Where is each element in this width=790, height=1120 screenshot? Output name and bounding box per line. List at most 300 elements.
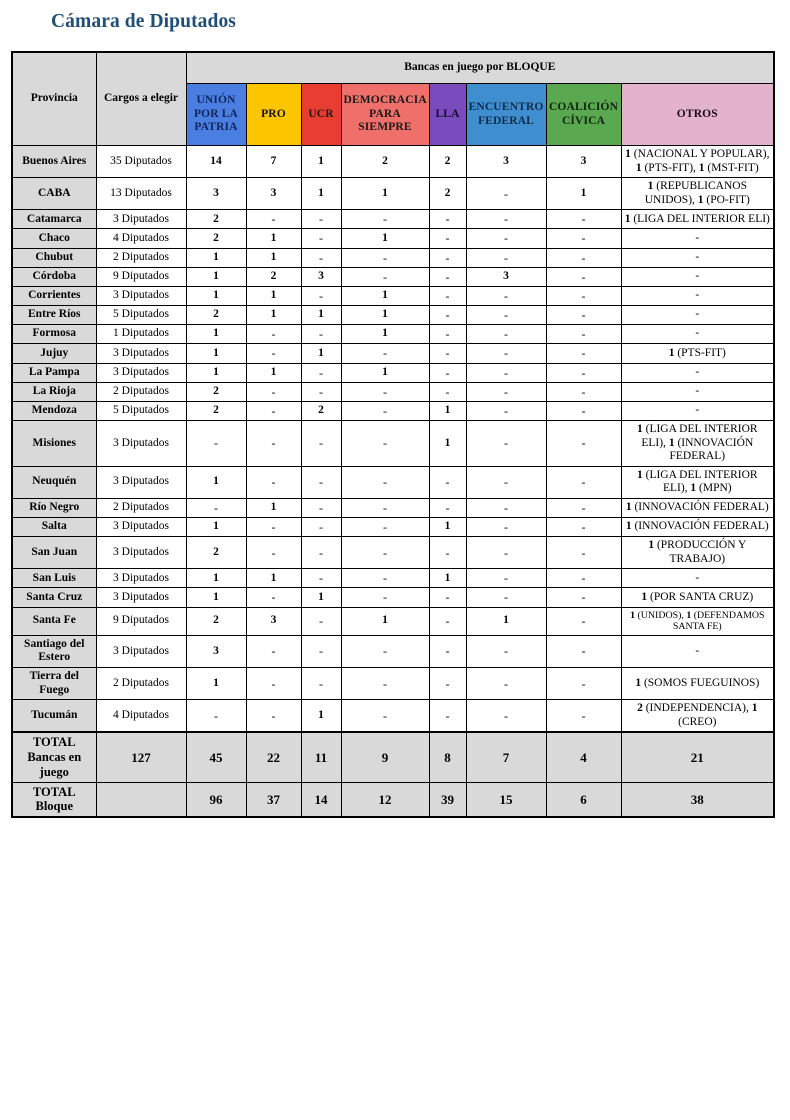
cell-dps: -: [341, 466, 429, 498]
cell-pro: -: [246, 466, 301, 498]
cell-ucr: -: [301, 420, 341, 466]
cell-ucr: 1: [301, 178, 341, 210]
cell-otros: -: [621, 229, 774, 248]
cell-ef: -: [466, 498, 546, 517]
cell-provincia: Chubut: [12, 248, 96, 267]
cell-ucr: 1: [301, 146, 341, 178]
cell-provincia: Misiones: [12, 420, 96, 466]
cell-dps: 1: [341, 306, 429, 325]
cell-total-lla: 39: [429, 782, 466, 817]
cell-cargos: 3 Diputados: [96, 344, 186, 363]
cell-cc: -: [546, 344, 621, 363]
cell-ucr: -: [301, 382, 341, 401]
table-body: [12, 146, 774, 818]
cell-upp: -: [186, 700, 246, 733]
cell-lla: -: [429, 210, 466, 229]
column-header-ucr: UCR: [301, 84, 341, 146]
cell-cargos: 4 Diputados: [96, 229, 186, 248]
cell-ef: -: [466, 248, 546, 267]
cell-ef: -: [466, 382, 546, 401]
cell-cc: -: [546, 325, 621, 344]
cell-cc: -: [546, 569, 621, 588]
cell-ef: -: [466, 286, 546, 305]
cell-cargos: 3 Diputados: [96, 286, 186, 305]
cell-dps: 1: [341, 286, 429, 305]
cell-lla: 1: [429, 569, 466, 588]
cell-provincia: San Luis: [12, 569, 96, 588]
cell-dps: -: [341, 401, 429, 420]
cell-ucr: 1: [301, 588, 341, 607]
cell-cc: -: [546, 466, 621, 498]
cell-cc: -: [546, 607, 621, 635]
cell-ucr: -: [301, 668, 341, 700]
cell-provincia: CABA: [12, 178, 96, 210]
table-row: [12, 382, 774, 401]
cell-pro: 1: [246, 569, 301, 588]
cell-dps: 1: [341, 229, 429, 248]
column-header-otros: OTROS: [621, 84, 774, 146]
cell-cargos: 3 Diputados: [96, 588, 186, 607]
cell-provincia: Tucumán: [12, 700, 96, 733]
cell-cargos: 3 Diputados: [96, 210, 186, 229]
cell-provincia: Entre Ríos: [12, 306, 96, 325]
cell-ucr: 1: [301, 344, 341, 363]
cell-ef: -: [466, 588, 546, 607]
cell-dps: 1: [341, 607, 429, 635]
cell-lla: -: [429, 248, 466, 267]
cell-total-cc: 4: [546, 732, 621, 782]
cell-ucr: -: [301, 286, 341, 305]
cell-upp: 2: [186, 210, 246, 229]
cell-otros: -: [621, 267, 774, 286]
cell-pro: -: [246, 344, 301, 363]
cell-provincia: Catamarca: [12, 210, 96, 229]
cell-provincia: La Rioja: [12, 382, 96, 401]
cell-pro: -: [246, 210, 301, 229]
cell-upp: 1: [186, 267, 246, 286]
cell-ef: -: [466, 306, 546, 325]
cell-pro: 1: [246, 286, 301, 305]
cell-total-dps: 9: [341, 732, 429, 782]
cell-total-ef: 15: [466, 782, 546, 817]
cell-ef: -: [466, 700, 546, 733]
cell-total-dps: 12: [341, 782, 429, 817]
cell-dps: -: [341, 517, 429, 536]
cell-cargos: 3 Diputados: [96, 569, 186, 588]
cell-ef: -: [466, 325, 546, 344]
cell-lla: -: [429, 267, 466, 286]
column-header-coalicion-civica: COALICIÓN CÍVICA: [546, 84, 621, 146]
table-row: [12, 588, 774, 607]
column-header-group-bancas: Bancas en juego por BLOQUE: [186, 52, 774, 84]
cell-cc: -: [546, 248, 621, 267]
cell-cc: -: [546, 306, 621, 325]
cell-cargos: 2 Diputados: [96, 248, 186, 267]
cell-lla: 2: [429, 178, 466, 210]
cell-otros: -: [621, 382, 774, 401]
cell-dps: 2: [341, 146, 429, 178]
cell-provincia: Tierra del Fuego: [12, 668, 96, 700]
table-row: [12, 363, 774, 382]
cell-provincia: Formosa: [12, 325, 96, 344]
cell-upp: 1: [186, 286, 246, 305]
cell-pro: 2: [246, 267, 301, 286]
cell-cc: 1: [546, 178, 621, 210]
cell-ef: -: [466, 178, 546, 210]
cell-pro: 1: [246, 306, 301, 325]
column-header-cargos: Cargos a elegir: [96, 52, 186, 146]
table-row: [12, 668, 774, 700]
cell-upp: 2: [186, 382, 246, 401]
cell-cc: -: [546, 700, 621, 733]
cell-pro: 1: [246, 363, 301, 382]
cell-upp: 2: [186, 401, 246, 420]
cell-total-upp: 45: [186, 732, 246, 782]
cell-dps: 1: [341, 325, 429, 344]
cell-dps: -: [341, 382, 429, 401]
cell-upp: 1: [186, 517, 246, 536]
cell-lla: -: [429, 229, 466, 248]
cell-provincia: Corrientes: [12, 286, 96, 305]
cell-otros: -: [621, 569, 774, 588]
cell-cc: -: [546, 420, 621, 466]
cell-cargos: 9 Diputados: [96, 607, 186, 635]
seats-table-container: [11, 51, 773, 818]
cell-pro: -: [246, 635, 301, 667]
cell-cc: -: [546, 382, 621, 401]
cell-upp: -: [186, 498, 246, 517]
column-header-provincia: Provincia: [12, 52, 96, 146]
cell-pro: -: [246, 401, 301, 420]
cell-ucr: -: [301, 248, 341, 267]
cell-otros: -: [621, 286, 774, 305]
cell-ef: -: [466, 569, 546, 588]
cell-otros: -: [621, 325, 774, 344]
cell-total-cargos: 127: [96, 732, 186, 782]
cell-dps: -: [341, 267, 429, 286]
cell-pro: -: [246, 668, 301, 700]
cell-upp: 14: [186, 146, 246, 178]
cell-dps: -: [341, 420, 429, 466]
cell-lla: -: [429, 700, 466, 733]
cell-dps: -: [341, 668, 429, 700]
cell-lla: -: [429, 498, 466, 517]
cell-upp: 1: [186, 344, 246, 363]
cell-upp: 3: [186, 635, 246, 667]
cell-total-label: TOTAL Bloque: [12, 782, 96, 817]
cell-ucr: -: [301, 569, 341, 588]
cell-ucr: -: [301, 607, 341, 635]
cell-otros: 1 (SOMOS FUEGUINOS): [621, 668, 774, 700]
cell-otros: -: [621, 306, 774, 325]
cell-provincia: Río Negro: [12, 498, 96, 517]
cell-upp: 1: [186, 325, 246, 344]
cell-cargos: 13 Diputados: [96, 178, 186, 210]
cell-lla: -: [429, 607, 466, 635]
cell-dps: -: [341, 498, 429, 517]
cell-total-cc: 6: [546, 782, 621, 817]
seats-by-bloc-table: [11, 51, 775, 818]
cell-pro: 3: [246, 607, 301, 635]
cell-otros: 1 (PRODUCCIÓN Y TRABAJO): [621, 537, 774, 569]
cell-cc: -: [546, 498, 621, 517]
table-row: [12, 401, 774, 420]
cell-dps: -: [341, 210, 429, 229]
cell-ef: 1: [466, 607, 546, 635]
cell-dps: -: [341, 248, 429, 267]
cell-provincia: Neuquén: [12, 466, 96, 498]
cell-pro: -: [246, 382, 301, 401]
cell-cargos: 3 Diputados: [96, 635, 186, 667]
cell-otros: -: [621, 363, 774, 382]
cell-total-ef: 7: [466, 732, 546, 782]
cell-upp: -: [186, 420, 246, 466]
cell-upp: 1: [186, 588, 246, 607]
cell-lla: 1: [429, 517, 466, 536]
cell-total-ucr: 14: [301, 782, 341, 817]
cell-cc: -: [546, 229, 621, 248]
table-row: [12, 248, 774, 267]
cell-ef: -: [466, 401, 546, 420]
page-title: Cámara de Diputados: [51, 11, 236, 32]
cell-provincia: Santa Cruz: [12, 588, 96, 607]
cell-upp: 1: [186, 363, 246, 382]
cell-lla: 1: [429, 401, 466, 420]
header-row-group: [12, 52, 774, 84]
table-row: [12, 420, 774, 466]
cell-otros: 1 (UNIDOS), 1 (DEFENDAMOS SANTA FE): [621, 607, 774, 635]
table-row: [12, 537, 774, 569]
cell-ucr: 1: [301, 700, 341, 733]
cell-dps: -: [341, 537, 429, 569]
cell-total-lla: 8: [429, 732, 466, 782]
cell-dps: -: [341, 569, 429, 588]
cell-cargos: 2 Diputados: [96, 668, 186, 700]
table-row: [12, 635, 774, 667]
cell-ef: -: [466, 466, 546, 498]
cell-cargos: 9 Diputados: [96, 267, 186, 286]
cell-provincia: La Pampa: [12, 363, 96, 382]
cell-ef: 3: [466, 146, 546, 178]
table-row: [12, 700, 774, 733]
cell-lla: -: [429, 325, 466, 344]
cell-lla: -: [429, 635, 466, 667]
cell-cargos: 3 Diputados: [96, 537, 186, 569]
table-row: [12, 286, 774, 305]
cell-ucr: -: [301, 635, 341, 667]
cell-dps: -: [341, 344, 429, 363]
cell-cc: -: [546, 537, 621, 569]
cell-ef: -: [466, 537, 546, 569]
table-row: [12, 344, 774, 363]
table-row: [12, 569, 774, 588]
cell-otros: -: [621, 635, 774, 667]
table-row: [12, 325, 774, 344]
cell-lla: -: [429, 537, 466, 569]
cell-cargos: 3 Diputados: [96, 517, 186, 536]
cell-otros: 1 (LIGA DEL INTERIOR ELI), 1 (MPN): [621, 466, 774, 498]
total-row: [12, 732, 774, 782]
cell-cargos: 2 Diputados: [96, 498, 186, 517]
table-row: [12, 178, 774, 210]
cell-provincia: Buenos Aires: [12, 146, 96, 178]
cell-pro: -: [246, 325, 301, 344]
cell-ucr: -: [301, 498, 341, 517]
cell-ef: -: [466, 420, 546, 466]
cell-upp: 1: [186, 569, 246, 588]
column-header-pro: PRO: [246, 84, 301, 146]
cell-upp: 2: [186, 537, 246, 569]
cell-ef: -: [466, 229, 546, 248]
table-row: [12, 607, 774, 635]
cell-lla: -: [429, 363, 466, 382]
cell-upp: 1: [186, 466, 246, 498]
cell-otros: -: [621, 248, 774, 267]
cell-ef: -: [466, 363, 546, 382]
cell-provincia: Santiago del Estero: [12, 635, 96, 667]
cell-ucr: -: [301, 363, 341, 382]
cell-otros: 1 (POR SANTA CRUZ): [621, 588, 774, 607]
cell-cargos: 2 Diputados: [96, 382, 186, 401]
cell-provincia: Mendoza: [12, 401, 96, 420]
cell-pro: 1: [246, 498, 301, 517]
cell-pro: -: [246, 700, 301, 733]
cell-pro: 1: [246, 229, 301, 248]
cell-total-pro: 22: [246, 732, 301, 782]
cell-cc: -: [546, 267, 621, 286]
cell-dps: -: [341, 588, 429, 607]
cell-lla: -: [429, 344, 466, 363]
cell-otros: 1 (NACIONAL Y POPULAR), 1 (PTS-FIT), 1 (MST-FIT): [621, 146, 774, 178]
cell-cc: -: [546, 517, 621, 536]
cell-cc: -: [546, 210, 621, 229]
cell-pro: -: [246, 588, 301, 607]
table-row: [12, 267, 774, 286]
cell-total-otros: 21: [621, 732, 774, 782]
cell-ucr: 3: [301, 267, 341, 286]
cell-pro: -: [246, 420, 301, 466]
cell-pro: -: [246, 537, 301, 569]
table-row: [12, 306, 774, 325]
cell-cargos: 3 Diputados: [96, 363, 186, 382]
cell-total-ucr: 11: [301, 732, 341, 782]
cell-upp: 1: [186, 668, 246, 700]
table-head: [12, 52, 774, 146]
cell-otros: -: [621, 401, 774, 420]
cell-dps: 1: [341, 363, 429, 382]
cell-cargos: 5 Diputados: [96, 306, 186, 325]
cell-pro: 3: [246, 178, 301, 210]
cell-lla: 2: [429, 146, 466, 178]
table-row: [12, 229, 774, 248]
column-header-democracia-para-siempre: DEMOCRACIA PARA SIEMPRE: [341, 84, 429, 146]
cell-ef: -: [466, 517, 546, 536]
cell-lla: -: [429, 286, 466, 305]
cell-ef: -: [466, 635, 546, 667]
cell-otros: 1 (INNOVACIÓN FEDERAL): [621, 517, 774, 536]
cell-cargos: 35 Diputados: [96, 146, 186, 178]
cell-otros: 1 (INNOVACIÓN FEDERAL): [621, 498, 774, 517]
cell-provincia: Santa Fe: [12, 607, 96, 635]
cell-provincia: San Juan: [12, 537, 96, 569]
cell-ucr: -: [301, 517, 341, 536]
total-row: [12, 782, 774, 817]
cell-total-cargos: [96, 782, 186, 817]
cell-lla: -: [429, 306, 466, 325]
cell-ucr: 2: [301, 401, 341, 420]
column-header-encuentro-federal: ENCUENTRO FEDERAL: [466, 84, 546, 146]
column-header-lla: LLA: [429, 84, 466, 146]
cell-pro: 7: [246, 146, 301, 178]
cell-provincia: Jujuy: [12, 344, 96, 363]
cell-cargos: 4 Diputados: [96, 700, 186, 733]
cell-otros: 1 (LIGA DEL INTERIOR ELI): [621, 210, 774, 229]
cell-ucr: -: [301, 537, 341, 569]
cell-cc: 3: [546, 146, 621, 178]
cell-ef: -: [466, 210, 546, 229]
cell-otros: 2 (INDEPENDENCIA), 1 (CREO): [621, 700, 774, 733]
cell-otros: 1 (REPUBLICANOS UNIDOS), 1 (PO-FIT): [621, 178, 774, 210]
cell-pro: 1: [246, 248, 301, 267]
cell-ef: -: [466, 668, 546, 700]
cell-cc: -: [546, 668, 621, 700]
cell-cc: -: [546, 363, 621, 382]
cell-lla: -: [429, 382, 466, 401]
cell-ef: -: [466, 344, 546, 363]
table-row: [12, 146, 774, 178]
cell-dps: -: [341, 700, 429, 733]
cell-lla: -: [429, 668, 466, 700]
cell-total-upp: 96: [186, 782, 246, 817]
cell-pro: -: [246, 517, 301, 536]
cell-total-pro: 37: [246, 782, 301, 817]
table-row: [12, 498, 774, 517]
table-row: [12, 517, 774, 536]
cell-upp: 1: [186, 248, 246, 267]
cell-cargos: 1 Diputados: [96, 325, 186, 344]
cell-lla: -: [429, 466, 466, 498]
cell-ucr: -: [301, 210, 341, 229]
cell-upp: 2: [186, 306, 246, 325]
cell-cc: -: [546, 286, 621, 305]
cell-upp: 2: [186, 229, 246, 248]
cell-otros: 1 (LIGA DEL INTERIOR ELI), 1 (INNOVACIÓN FEDERAL): [621, 420, 774, 466]
cell-total-otros: 38: [621, 782, 774, 817]
cell-dps: -: [341, 635, 429, 667]
cell-cargos: 3 Diputados: [96, 466, 186, 498]
cell-ucr: 1: [301, 306, 341, 325]
cell-provincia: Chaco: [12, 229, 96, 248]
cell-ucr: -: [301, 466, 341, 498]
table-row: [12, 466, 774, 498]
cell-cargos: 5 Diputados: [96, 401, 186, 420]
cell-cc: -: [546, 588, 621, 607]
cell-lla: -: [429, 588, 466, 607]
cell-otros: 1 (PTS-FIT): [621, 344, 774, 363]
cell-cc: -: [546, 401, 621, 420]
cell-dps: 1: [341, 178, 429, 210]
cell-ucr: -: [301, 229, 341, 248]
cell-lla: 1: [429, 420, 466, 466]
column-header-union-por-la-patria: UNIÓN POR LA PATRIA: [186, 84, 246, 146]
cell-ef: 3: [466, 267, 546, 286]
cell-upp: 2: [186, 607, 246, 635]
table-row: [12, 210, 774, 229]
cell-ucr: -: [301, 325, 341, 344]
cell-provincia: Salta: [12, 517, 96, 536]
cell-total-label: TOTAL Bancas en juego: [12, 732, 96, 782]
cell-upp: 3: [186, 178, 246, 210]
